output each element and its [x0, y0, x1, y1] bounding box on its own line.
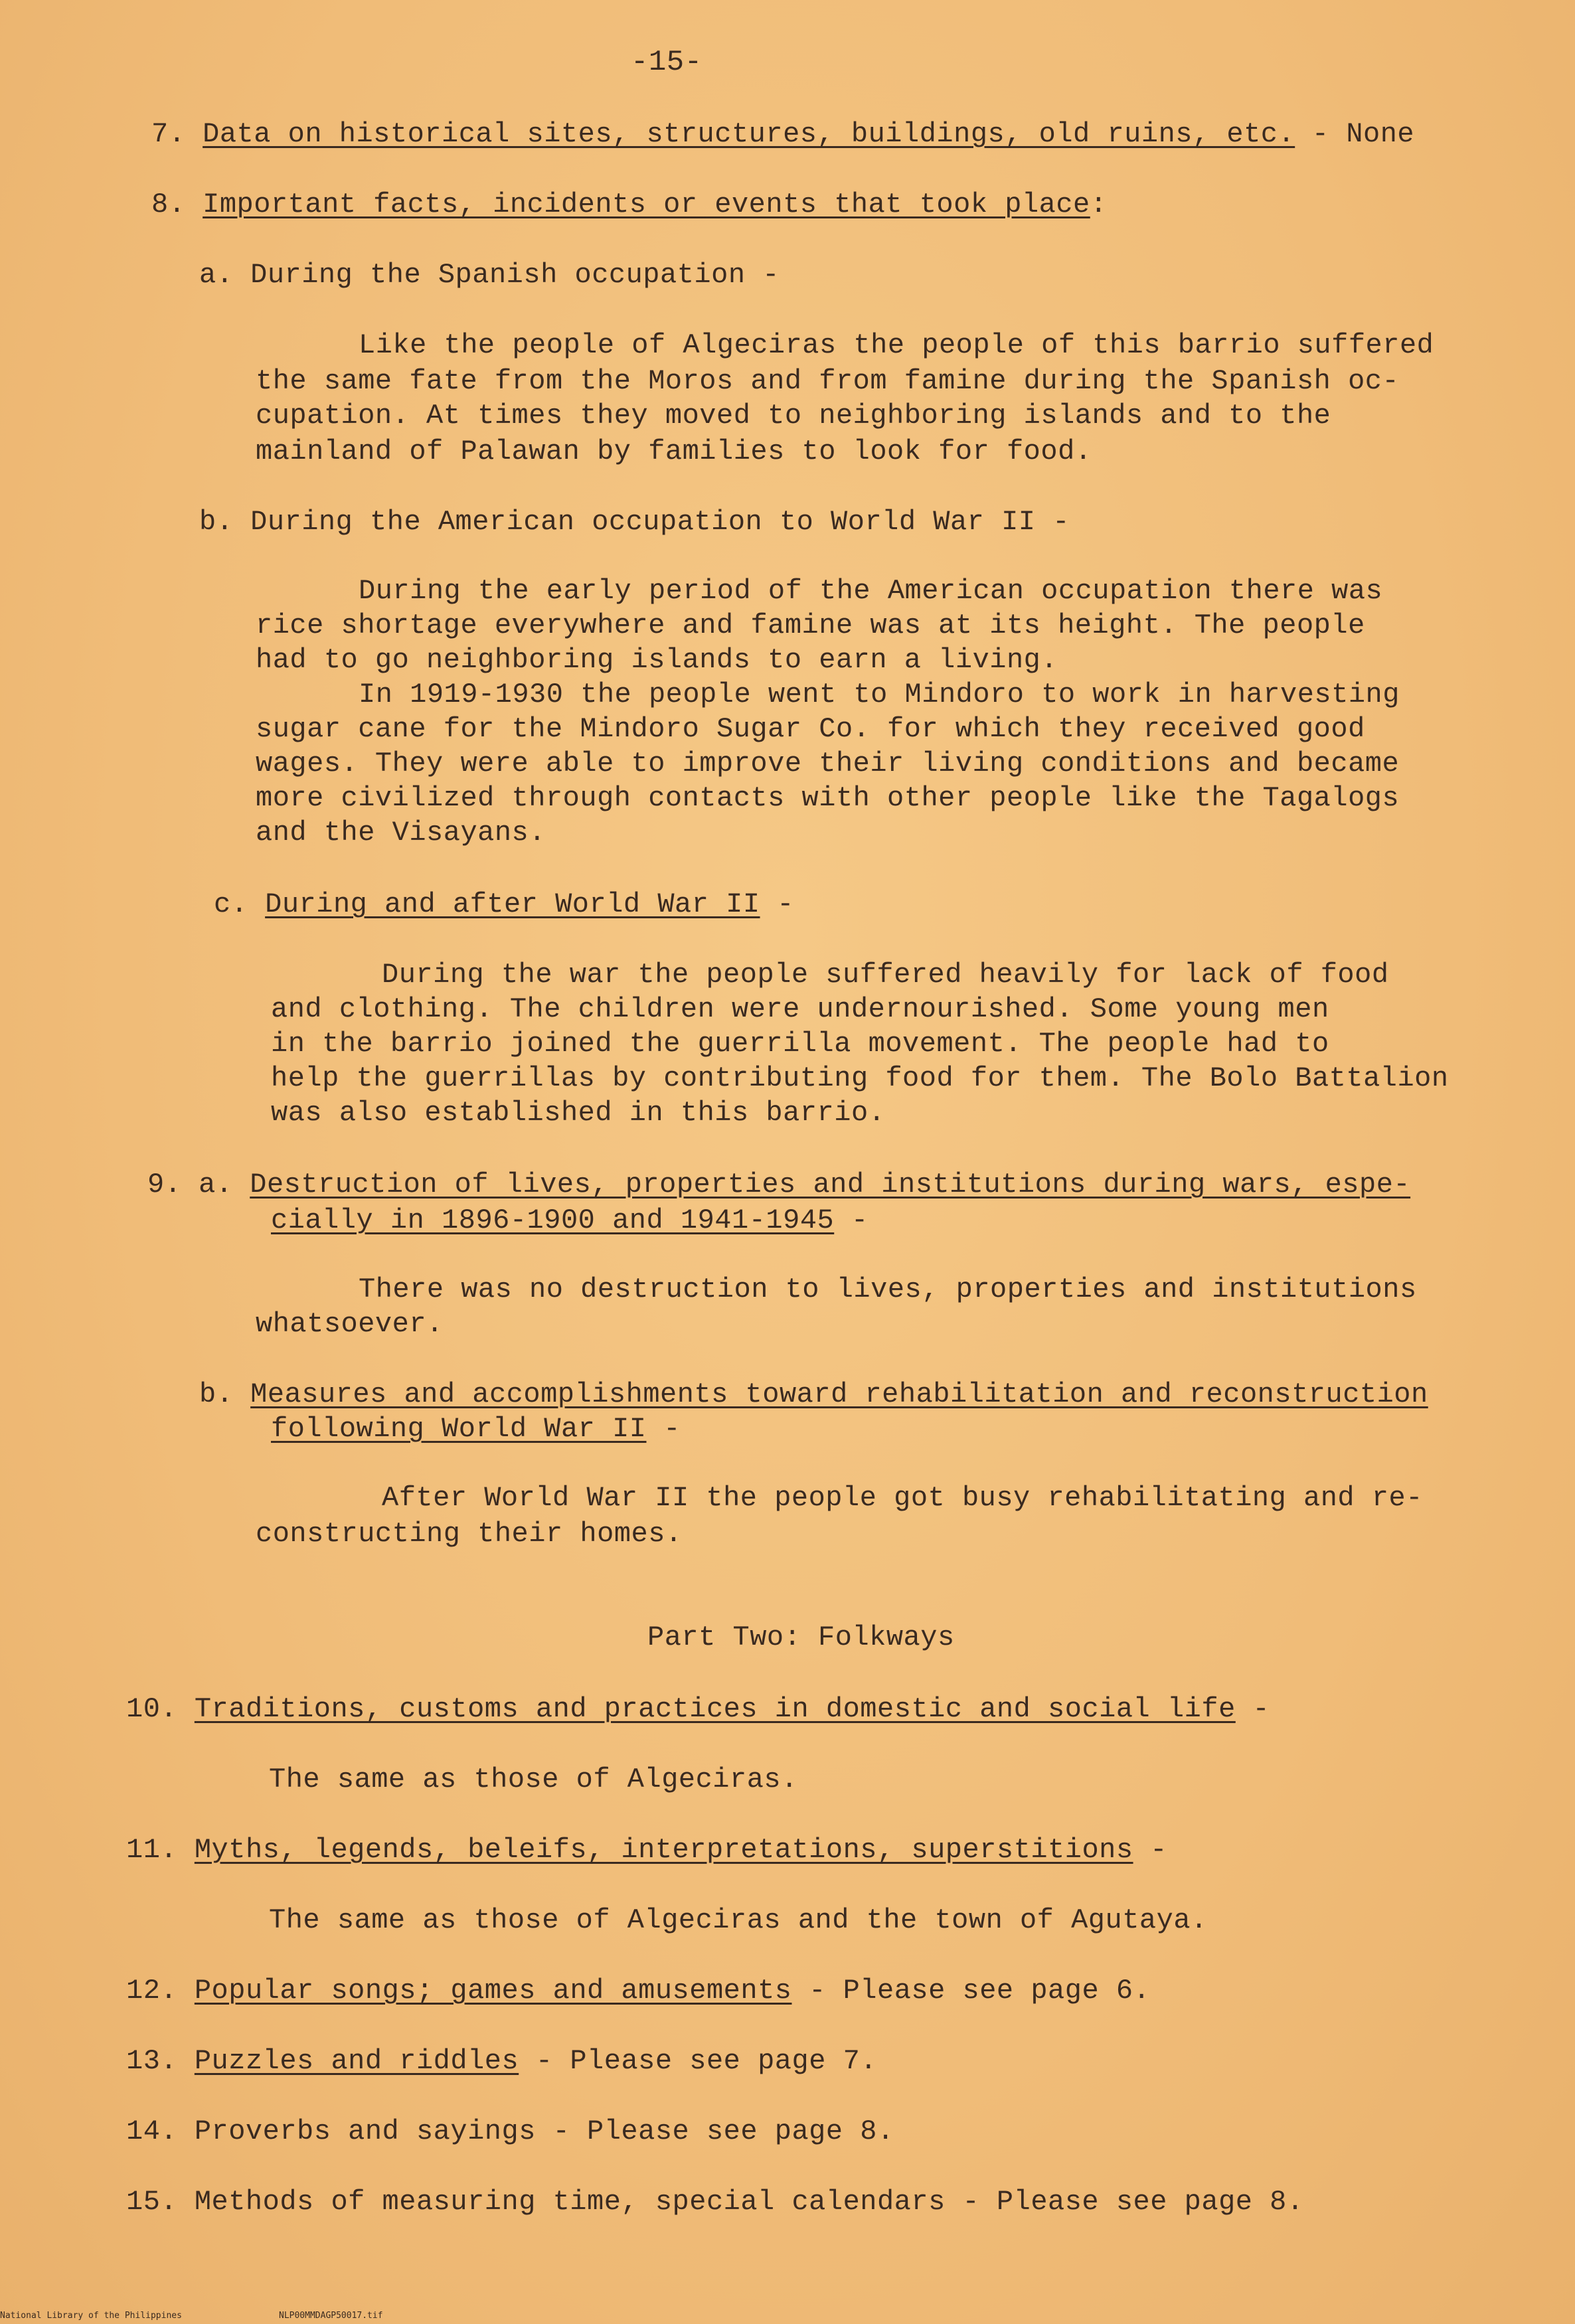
item-8c-line: During the war the people suffered heavily for lack of food — [382, 959, 1389, 991]
item-9b-line: After World War II the people got busy rehabilitating and re- — [382, 1482, 1423, 1514]
item-8a-line: Like the people of Algeciras the people of this barrio suffered — [359, 329, 1434, 361]
item-11-rest: - — [1133, 1834, 1167, 1866]
item-8a-line: cupation. At times they moved to neighboring islands and to the — [256, 400, 1331, 432]
item-9a-line: whatsoever. — [256, 1308, 444, 1340]
item-13-number: 13. — [126, 2045, 195, 2077]
item-8b-line: and the Visayans. — [256, 817, 546, 849]
item-8 — [151, 187, 1107, 222]
item-7-rest: - None — [1295, 118, 1415, 150]
item-9a-title: Destruction of lives, properties and institutions during wars, espe- — [250, 1169, 1411, 1201]
item-8c-line: and clothing. The children were undernourished. Some young men — [271, 993, 1329, 1025]
item-8a-heading: a. During the Spanish occupation - — [199, 259, 780, 291]
item-12-rest: - Please see page 6. — [791, 1975, 1151, 2007]
item-9b-heading-cont — [271, 1412, 681, 1446]
item-7-title: Data on historical sites, structures, buildings, old ruins, etc. — [203, 118, 1295, 150]
item-7 — [151, 117, 1414, 151]
item-9b-heading — [199, 1377, 1428, 1412]
item-8-rest: : — [1090, 189, 1108, 220]
item-8-title: Important facts, incidents or events that took place — [203, 189, 1090, 220]
item-8b-line: wages. They were able to improve their living conditions and became — [256, 748, 1400, 780]
item-8b-line: more civilized through contacts with other people like the Tagalogs — [256, 782, 1400, 814]
item-8b-line: rice shortage everywhere and famine was at its height. The people — [256, 610, 1365, 641]
item-8a-line: mainland of Palawan by families to look for food. — [256, 436, 1092, 467]
item-9a-rest: - — [834, 1204, 869, 1236]
item-8b-line: had to go neighboring islands to earn a living. — [256, 644, 1058, 676]
item-11-title: Myths, legends, beleifs, interpretations, superstitions — [194, 1834, 1133, 1866]
item-9a-prefix: 9. a. — [147, 1169, 250, 1201]
item-8b-line: During the early period of the American occupation there was — [359, 575, 1383, 607]
item-10-title: Traditions, customs and practices in domestic and social life — [194, 1693, 1236, 1725]
item-8-number: 8. — [151, 189, 186, 220]
item-9a-heading-cont — [271, 1203, 869, 1238]
item-8b-heading: b. During the American occupation to World War II - — [199, 506, 1070, 538]
item-11-body: The same as those of Algeciras and the town of Agutaya. — [269, 1904, 1208, 1936]
item-8c-prefix: c. — [214, 888, 266, 920]
footer-file: NLP00MMDAGP50017.tif — [279, 2311, 383, 2321]
item-8c-line: was also established in this barrio. — [271, 1097, 886, 1129]
item-13 — [126, 2044, 877, 2078]
item-10-body: The same as those of Algeciras. — [269, 1764, 798, 1795]
item-10 — [126, 1692, 1270, 1726]
item-7-number: 7. — [151, 118, 186, 150]
item-8b-line: sugar cane for the Mindoro Sugar Co. for which they received good — [256, 713, 1365, 745]
footer-library: National Library of the Philippines — [0, 2311, 182, 2321]
item-9a-line: There was no destruction to lives, properties and institutions — [359, 1274, 1417, 1305]
item-9b-rest: - — [646, 1413, 681, 1445]
item-12-title: Popular songs; games and amusements — [194, 1975, 792, 2007]
item-9b-title: Measures and accomplishments toward rehabilitation and reconstruction — [250, 1378, 1428, 1410]
item-11 — [126, 1833, 1167, 1867]
item-8c-rest: - — [760, 888, 794, 920]
item-8c-heading — [214, 887, 794, 922]
item-8c-line: help the guerrillas by contributing food for them. The Bolo Battalion — [271, 1062, 1449, 1094]
item-14: 14. Proverbs and sayings - Please see page 8. — [126, 2116, 894, 2147]
item-8b-line: In 1919-1930 the people went to Mindoro to work in harvesting — [359, 679, 1400, 710]
item-9b-line: constructing their homes. — [256, 1518, 683, 1550]
item-13-rest: - Please see page 7. — [519, 2045, 878, 2077]
item-9a-heading — [147, 1167, 1410, 1202]
item-10-number: 10. — [126, 1693, 195, 1725]
item-12 — [126, 1973, 1150, 2008]
item-9b-prefix: b. — [199, 1378, 251, 1410]
part-two-heading: Part Two: Folkways — [647, 1621, 955, 1653]
item-10-rest: - — [1235, 1693, 1270, 1725]
item-8a-line: the same fate from the Moros and from famine during the Spanish oc- — [256, 365, 1400, 397]
item-8c-line: in the barrio joined the guerrilla movement. The people had to — [271, 1028, 1329, 1060]
item-8c-title: During and after World War II — [265, 888, 760, 920]
item-9a-title-cont: cially in 1896-1900 and 1941-1945 — [271, 1204, 835, 1236]
item-12-number: 12. — [126, 1975, 195, 2007]
page-number: -15- — [631, 46, 703, 79]
item-9b-title-cont: following World War II — [271, 1413, 647, 1445]
item-13-title: Puzzles and riddles — [194, 2045, 519, 2077]
item-11-number: 11. — [126, 1834, 195, 1866]
item-15: 15. Methods of measuring time, special calendars - Please see page 8. — [126, 2186, 1304, 2218]
